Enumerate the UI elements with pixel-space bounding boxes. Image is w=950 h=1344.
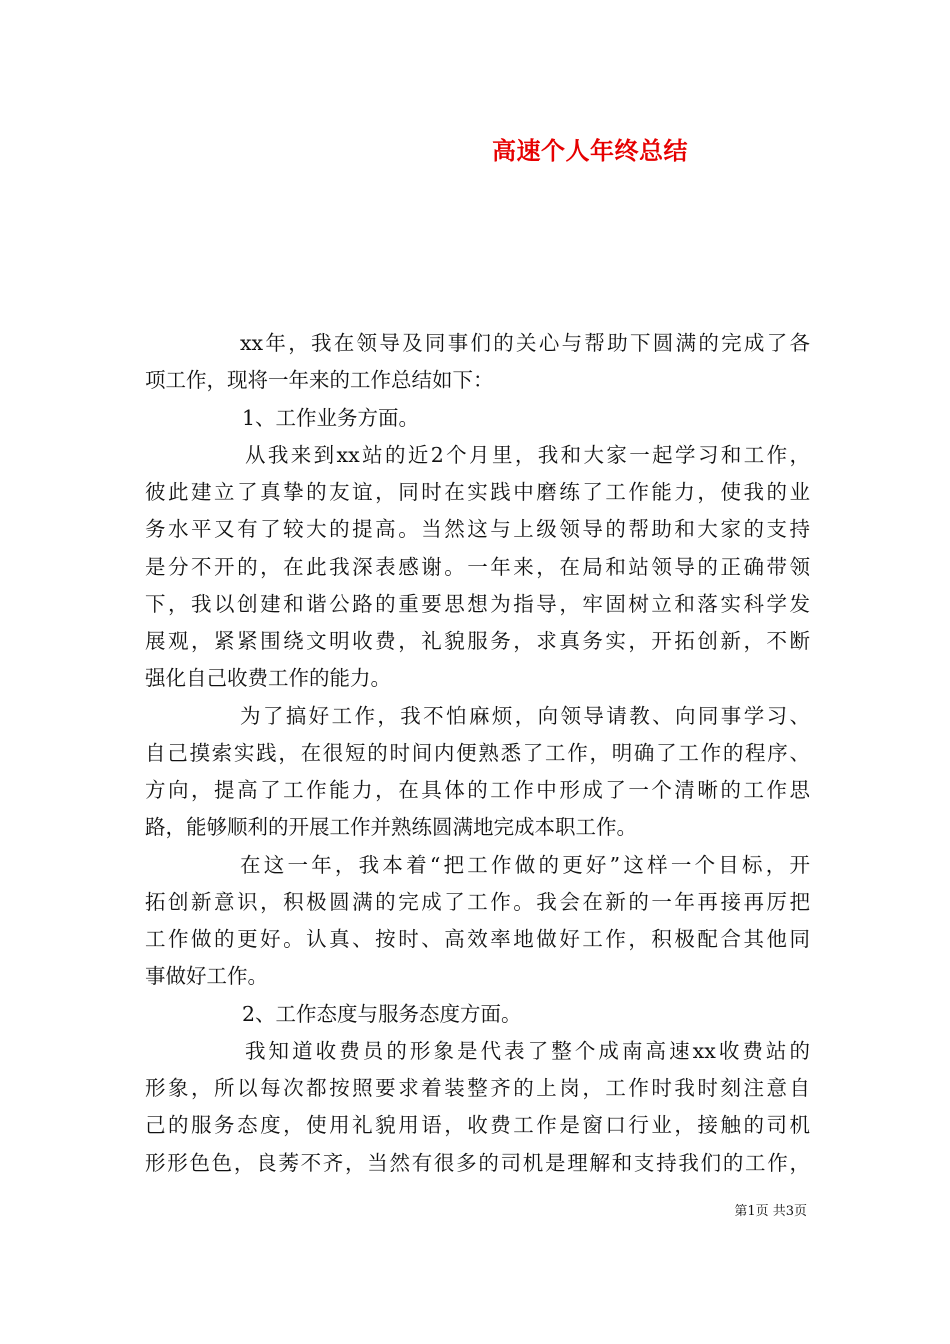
paragraph-line: 工作做的更好。认真、按时、高效率地做好工作，积极配合其他同: [145, 927, 810, 951]
paragraph-line: 事做好工作。: [145, 964, 268, 989]
page-number-footer: 第1页 共3页: [734, 1204, 807, 1219]
paragraph-line: 在这一年，我本着“把工作做的更好”这样一个目标，开: [240, 852, 810, 877]
paragraph-line: 己的服务态度，使用礼貌用语，收费工作是窗口行业，接触的司机: [145, 1113, 810, 1138]
paragraph-line: 是分不开的，在此我深表感谢。一年来，在局和站领导的正确带领: [145, 554, 810, 579]
paragraph-line: 我知道收费员的形象是代表了整个成南高速xx收费站的: [245, 1038, 810, 1063]
paragraph-line: 形形色色，良莠不齐，当然有很多的司机是理解和支持我们的工作，: [145, 1150, 810, 1175]
paragraph-line: 展观，紧紧围绕文明收费，礼貌服务，求真务实，开拓创新，不断: [145, 629, 810, 653]
paragraph-line: 形象，所以每次都按照要求着装整齐的上岗，工作时我时刻注意自: [145, 1076, 810, 1100]
paragraph-line: 自己摸索实践，在很短的时间内便熟悉了工作，明确了工作的程序、: [145, 740, 810, 765]
paragraph-line: 为了搞好工作，我不怕麻烦，向领导请教、向同事学习、: [240, 703, 810, 728]
paragraph-line: 方向，提高了工作能力，在具体的工作中形成了一个清晰的工作思: [145, 778, 810, 802]
paragraph-line: 强化自己收费工作的能力。: [145, 666, 391, 691]
document-body: [145, 325, 810, 1182]
paragraph-line: 从我来到xx站的近2个月里，我和大家一起学习和工作，: [245, 442, 810, 467]
paragraph-line: 拓创新意识，积极圆满的完成了工作。我会在新的一年再接再厉把: [145, 889, 810, 914]
section-heading: 1、工作业务方面。: [242, 405, 420, 430]
paragraph-line: 路，能够顺利的开展工作并熟练圆满地完成本职工作。: [145, 815, 637, 840]
paragraph-line: 项工作，现将一年来的工作总结如下：: [145, 368, 494, 393]
paragraph-line: 下，我以创建和谐公路的重要思想为指导，牢固树立和落实科学发: [145, 591, 810, 616]
section-heading: 2、工作态度与服务态度方面。: [242, 1001, 522, 1026]
paragraph-line: 务水平又有了较大的提高。当然这与上级领导的帮助和大家的支持: [145, 517, 810, 542]
document-title: 高速个人年终总结: [492, 136, 688, 165]
paragraph-line: 彼此建立了真挚的友谊，同时在实践中磨练了工作能力，使我的业: [145, 480, 810, 504]
paragraph-line: xx年，我在领导及同事们的关心与帮助下圆满的完成了各: [240, 331, 810, 355]
